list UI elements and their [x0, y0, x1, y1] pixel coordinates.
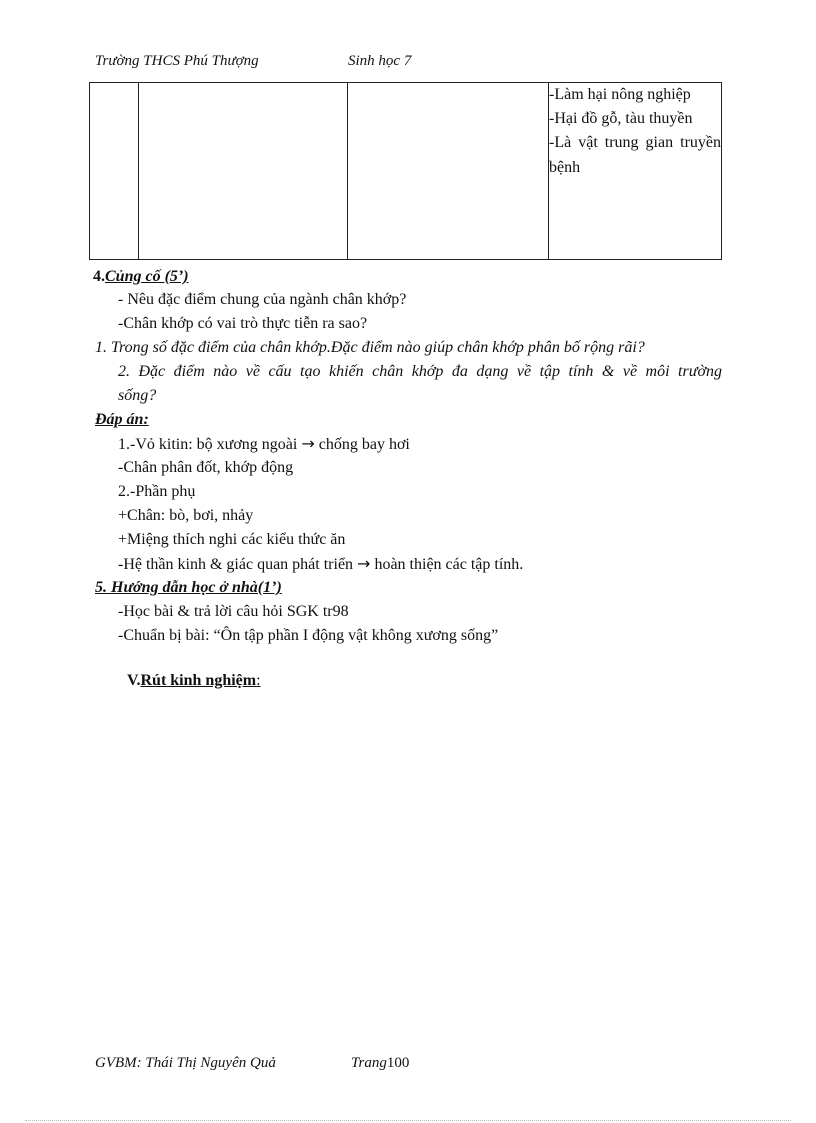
- review-question-2: -Chân khớp có vai trò thực tiễn ra sao?: [118, 315, 368, 332]
- answer-line-6-end: hoàn thiện các tập tính.: [370, 556, 524, 573]
- review-question-4-line2: sống?: [118, 387, 157, 404]
- list-item: -Hại đồ gỗ, tàu thuyền: [549, 110, 693, 128]
- section5-title: 5. Hướng dẫn học ở nhà(1’): [95, 579, 282, 596]
- arrow-icon: →: [357, 554, 371, 573]
- continuation-table: [89, 82, 722, 260]
- section-v-title: Rút kinh nghiệm: [140, 672, 257, 689]
- answer-line-6: [118, 552, 523, 577]
- arrow-icon: →: [301, 434, 315, 453]
- header-subject: Sinh học 7: [348, 53, 412, 69]
- footer-page: [351, 1055, 409, 1072]
- review-question-1: - Nêu đặc điểm chung của ngành chân khớp?: [118, 291, 407, 308]
- review-question-3: 1. Trong số đặc điểm của chân khớp.Đặc điểm nào giúp chân khớp phân bố rộng rãi?: [95, 339, 645, 356]
- answer-line-1-end: chống bay hơi: [314, 436, 410, 453]
- page-bottom-divider: [25, 1120, 791, 1121]
- table-cell-1: [90, 83, 139, 260]
- table-cell-3: [348, 83, 549, 260]
- section4-title: Củng cố (5’): [105, 268, 189, 285]
- footer-teacher: GVBM: Thái Thị Nguyên Quả: [95, 1055, 276, 1071]
- section4-heading: [93, 265, 189, 289]
- list-item: -Là vật trung gian truyền bệnh: [549, 134, 721, 176]
- header-school: Trường THCS Phú Thượng: [95, 53, 259, 69]
- footer-page-label: Trang: [351, 1055, 387, 1071]
- homework-line-1: -Học bài & trả lời câu hỏi SGK tr98: [118, 603, 349, 620]
- table-row: [90, 83, 722, 260]
- review-question-4-line1: 2. Đặc điểm nào về cấu tạo khiến chân khớp đa dạng về tập tính & về môi trường: [118, 363, 722, 380]
- answer-title: Đáp án:: [95, 411, 149, 428]
- section-v-colon: :: [256, 672, 261, 689]
- answer-line-1-start: 1.-Vỏ kitin: bộ xương ngoài: [118, 436, 302, 453]
- table-cell-2: [139, 83, 348, 260]
- section4-number: 4.: [93, 268, 105, 285]
- section-v-number: V.: [127, 672, 141, 689]
- answer-line-2: -Chân phân đốt, khớp động: [118, 459, 294, 476]
- answer-line-4: +Chân: bò, bơi, nhảy: [118, 507, 254, 524]
- footer-page-number: 100: [386, 1055, 410, 1071]
- answer-line-5: +Miệng thích nghi các kiểu thức ăn: [118, 531, 346, 548]
- homework-line-2: -Chuẩn bị bài: “Ôn tập phần I động vật không xương sống”: [118, 627, 499, 644]
- section-v-heading: [127, 669, 261, 693]
- list-item: -Làm hại nông nghiệp: [549, 86, 691, 103]
- table-cell-4: [549, 83, 722, 260]
- answer-line-1: [118, 432, 410, 457]
- answer-line-6-start: -Hệ thần kinh & giác quan phát triển: [118, 556, 358, 573]
- answer-line-3: 2.-Phần phụ: [118, 483, 196, 500]
